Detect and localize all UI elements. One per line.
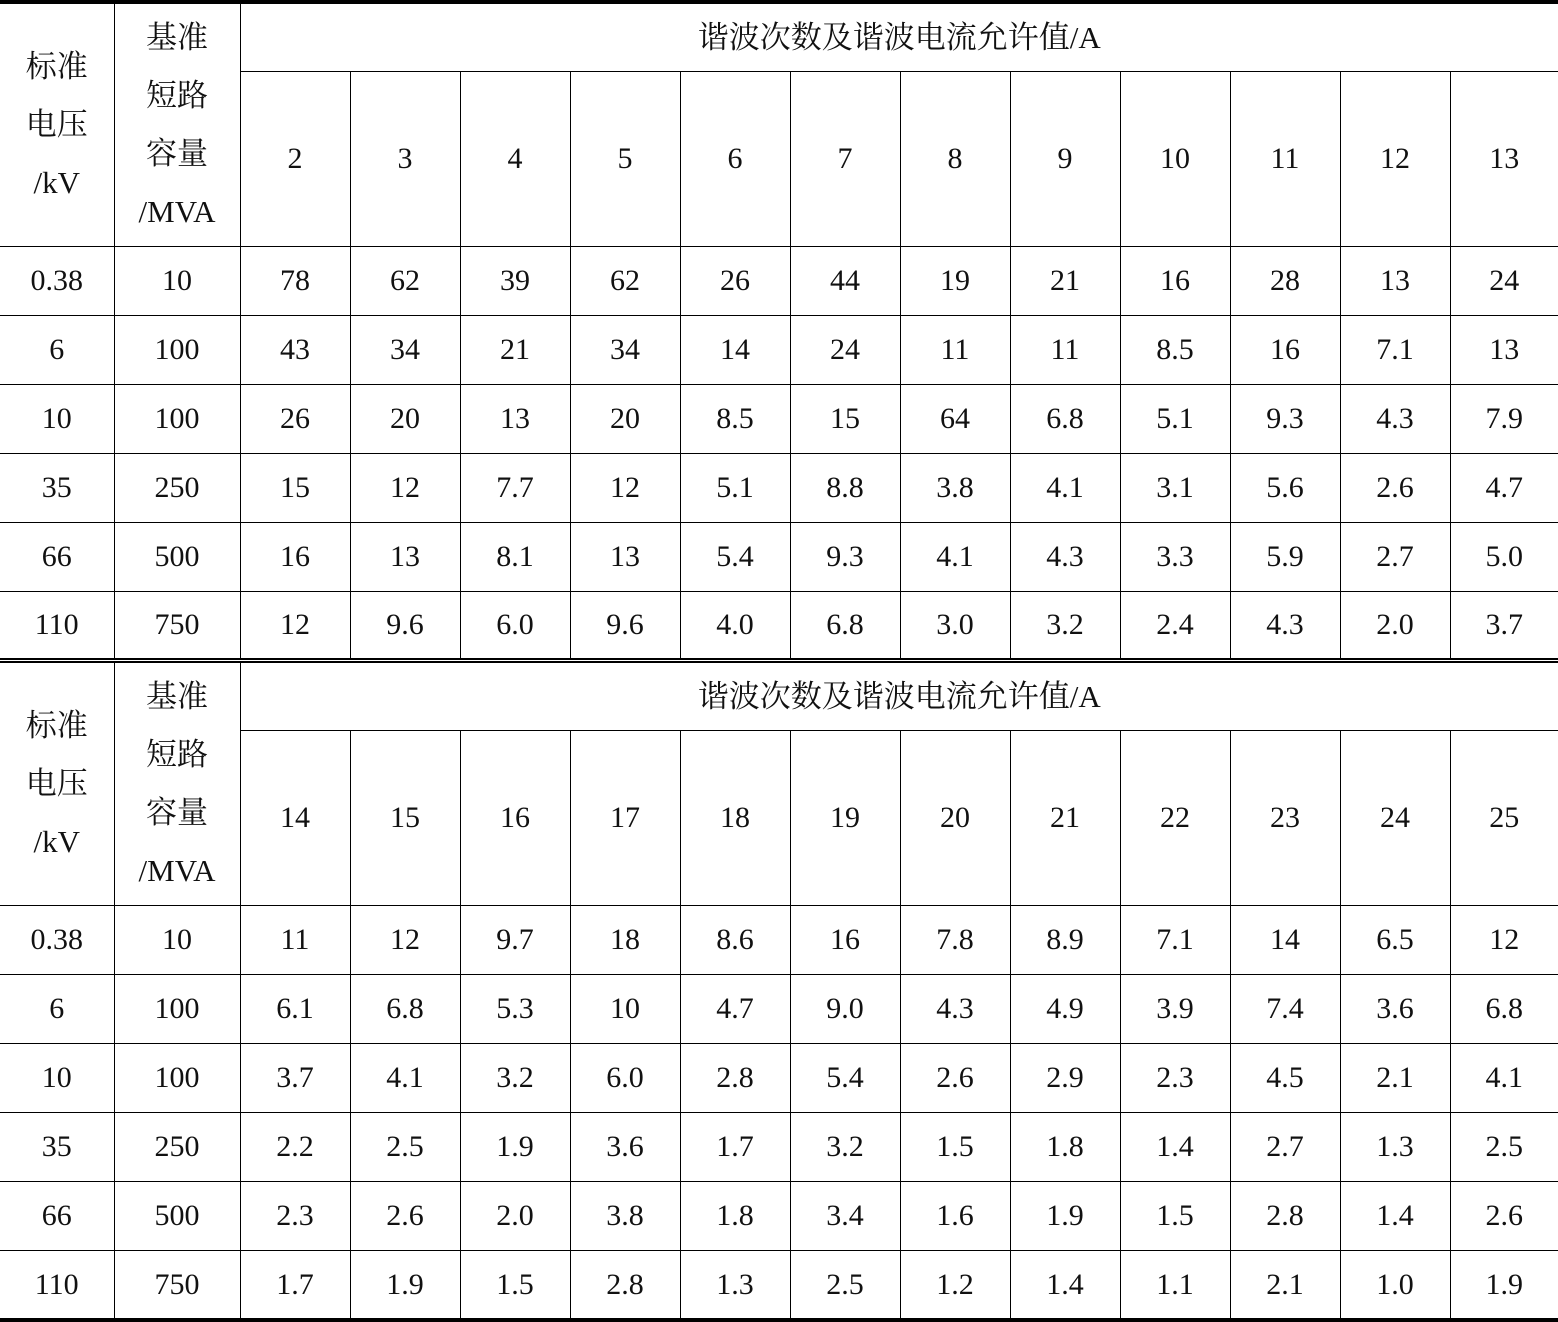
voltage-cell: 35 xyxy=(0,454,114,523)
current-limit-cell: 6.8 xyxy=(1010,385,1120,454)
harmonic-order-cell: 23 xyxy=(1230,730,1340,905)
current-limit-cell: 13 xyxy=(460,385,570,454)
current-limit-cell: 11 xyxy=(900,315,1010,384)
harmonic-order-cell: 12 xyxy=(1340,71,1450,246)
current-limit-cell: 9.3 xyxy=(1230,385,1340,454)
current-limit-cell: 12 xyxy=(570,454,680,523)
current-limit-cell: 1.4 xyxy=(1010,1251,1120,1320)
current-limit-cell: 5.4 xyxy=(790,1043,900,1112)
current-limit-cell: 18 xyxy=(570,905,680,974)
current-limit-cell: 16 xyxy=(1230,315,1340,384)
current-limit-cell: 7.9 xyxy=(1450,385,1558,454)
current-limit-cell: 15 xyxy=(240,454,350,523)
current-limit-cell: 4.9 xyxy=(1010,974,1120,1043)
current-limit-cell: 16 xyxy=(1120,246,1230,315)
current-limit-cell: 13 xyxy=(1340,246,1450,315)
current-limit-cell: 9.6 xyxy=(350,592,460,661)
table-row xyxy=(0,1113,1558,1182)
current-limit-cell: 1.9 xyxy=(1450,1251,1558,1320)
current-limit-cell: 1.6 xyxy=(900,1182,1010,1251)
table-row xyxy=(0,974,1558,1043)
current-limit-cell: 3.2 xyxy=(790,1113,900,1182)
current-limit-cell: 62 xyxy=(350,246,460,315)
current-limit-cell: 3.2 xyxy=(1010,592,1120,661)
current-limit-cell: 4.3 xyxy=(900,974,1010,1043)
voltage-cell: 6 xyxy=(0,315,114,384)
current-limit-cell: 4.7 xyxy=(1450,454,1558,523)
current-limit-cell: 2.6 xyxy=(350,1182,460,1251)
current-limit-cell: 3.9 xyxy=(1120,974,1230,1043)
current-limit-cell: 8.5 xyxy=(680,385,790,454)
current-limit-cell: 4.1 xyxy=(1450,1043,1558,1112)
current-limit-cell: 7.1 xyxy=(1120,905,1230,974)
harmonic-group-header: 谐波次数及谐波电流允许值/A xyxy=(240,2,1558,71)
current-limit-cell: 2.4 xyxy=(1120,592,1230,661)
harmonic-order-cell: 13 xyxy=(1450,71,1558,246)
capacity-cell: 500 xyxy=(114,523,240,592)
current-limit-cell: 14 xyxy=(1230,905,1340,974)
capacity-cell: 100 xyxy=(114,1043,240,1112)
current-limit-cell: 8.6 xyxy=(680,905,790,974)
current-limit-cell: 2.0 xyxy=(1340,592,1450,661)
current-limit-cell: 1.2 xyxy=(900,1251,1010,1320)
voltage-cell: 110 xyxy=(0,592,114,661)
current-limit-cell: 78 xyxy=(240,246,350,315)
current-limit-cell: 3.8 xyxy=(900,454,1010,523)
current-limit-cell: 1.5 xyxy=(460,1251,570,1320)
current-limit-cell: 6.1 xyxy=(240,974,350,1043)
current-limit-cell: 3.4 xyxy=(790,1182,900,1251)
harmonic-group-header: 谐波次数及谐波电流允许值/A xyxy=(240,661,1558,730)
current-limit-cell: 1.4 xyxy=(1120,1113,1230,1182)
current-limit-cell: 5.6 xyxy=(1230,454,1340,523)
current-limit-cell: 2.8 xyxy=(1230,1182,1340,1251)
current-limit-cell: 10 xyxy=(570,974,680,1043)
current-limit-cell: 20 xyxy=(570,385,680,454)
harmonic-order-cell: 20 xyxy=(900,730,1010,905)
current-limit-cell: 1.8 xyxy=(1010,1113,1120,1182)
capacity-cell: 750 xyxy=(114,1251,240,1320)
current-limit-cell: 3.2 xyxy=(460,1043,570,1112)
harmonic-order-cell: 16 xyxy=(460,730,570,905)
voltage-cell: 10 xyxy=(0,385,114,454)
capacity-cell: 100 xyxy=(114,315,240,384)
current-limit-cell: 7.1 xyxy=(1340,315,1450,384)
current-limit-cell: 2.8 xyxy=(680,1043,790,1112)
capacity-cell: 500 xyxy=(114,1182,240,1251)
current-limit-cell: 6.0 xyxy=(570,1043,680,1112)
current-limit-cell: 6.8 xyxy=(790,592,900,661)
current-limit-cell: 9.0 xyxy=(790,974,900,1043)
table-row xyxy=(0,592,1558,661)
table-row xyxy=(0,454,1558,523)
current-limit-cell: 20 xyxy=(350,385,460,454)
current-limit-cell: 8.9 xyxy=(1010,905,1120,974)
current-limit-cell: 2.3 xyxy=(1120,1043,1230,1112)
current-limit-cell: 26 xyxy=(680,246,790,315)
current-limit-cell: 1.5 xyxy=(1120,1182,1230,1251)
harmonic-order-cell: 7 xyxy=(790,71,900,246)
current-limit-cell: 19 xyxy=(900,246,1010,315)
current-limit-cell: 44 xyxy=(790,246,900,315)
current-limit-cell: 1.7 xyxy=(240,1251,350,1320)
current-limit-cell: 8.8 xyxy=(790,454,900,523)
harmonic-order-cell: 4 xyxy=(460,71,570,246)
harmonic-order-cell: 25 xyxy=(1450,730,1558,905)
current-limit-cell: 4.1 xyxy=(1010,454,1120,523)
voltage-cell: 10 xyxy=(0,1043,114,1112)
current-limit-cell: 21 xyxy=(1010,246,1120,315)
current-limit-cell: 3.6 xyxy=(1340,974,1450,1043)
current-limit-cell: 2.7 xyxy=(1340,523,1450,592)
table-row xyxy=(0,523,1558,592)
current-limit-cell: 2.6 xyxy=(900,1043,1010,1112)
current-limit-cell: 3.3 xyxy=(1120,523,1230,592)
current-limit-cell: 5.1 xyxy=(680,454,790,523)
current-limit-cell: 12 xyxy=(350,454,460,523)
harmonic-order-cell: 6 xyxy=(680,71,790,246)
current-limit-cell: 4.3 xyxy=(1010,523,1120,592)
current-limit-cell: 1.9 xyxy=(350,1251,460,1320)
current-limit-cell: 5.0 xyxy=(1450,523,1558,592)
current-limit-cell: 5.3 xyxy=(460,974,570,1043)
current-limit-cell: 9.7 xyxy=(460,905,570,974)
current-limit-cell: 3.8 xyxy=(570,1182,680,1251)
voltage-cell: 110 xyxy=(0,1251,114,1320)
current-limit-cell: 13 xyxy=(350,523,460,592)
harmonic-order-cell: 22 xyxy=(1120,730,1230,905)
harmonic-order-cell: 14 xyxy=(240,730,350,905)
harmonic-order-cell: 24 xyxy=(1340,730,1450,905)
table-row xyxy=(0,315,1558,384)
harmonic-order-cell: 21 xyxy=(1010,730,1120,905)
voltage-cell: 6 xyxy=(0,974,114,1043)
current-limit-cell: 11 xyxy=(240,905,350,974)
current-limit-cell: 5.1 xyxy=(1120,385,1230,454)
current-limit-cell: 4.1 xyxy=(900,523,1010,592)
current-limit-cell: 21 xyxy=(460,315,570,384)
current-limit-cell: 2.8 xyxy=(570,1251,680,1320)
current-limit-cell: 2.1 xyxy=(1230,1251,1340,1320)
current-limit-cell: 16 xyxy=(790,905,900,974)
current-limit-cell: 6.8 xyxy=(1450,974,1558,1043)
current-limit-cell: 1.8 xyxy=(680,1182,790,1251)
harmonic-order-cell: 2 xyxy=(240,71,350,246)
current-limit-cell: 7.4 xyxy=(1230,974,1340,1043)
current-limit-cell: 4.3 xyxy=(1230,592,1340,661)
harmonic-order-cell: 11 xyxy=(1230,71,1340,246)
capacity-header-cell: 基准 短路 容量 /MVA xyxy=(114,2,240,246)
capacity-cell: 10 xyxy=(114,905,240,974)
harmonic-order-cell: 10 xyxy=(1120,71,1230,246)
current-limit-cell: 5.4 xyxy=(680,523,790,592)
current-limit-cell: 3.7 xyxy=(1450,592,1558,661)
harmonic-order-cell: 3 xyxy=(350,71,460,246)
current-limit-cell: 1.3 xyxy=(680,1251,790,1320)
current-limit-cell: 8.1 xyxy=(460,523,570,592)
voltage-header-cell: 标准 电压 /kV xyxy=(0,2,114,246)
current-limit-cell: 43 xyxy=(240,315,350,384)
table-row xyxy=(0,905,1558,974)
current-limit-cell: 2.5 xyxy=(790,1251,900,1320)
current-limit-cell: 39 xyxy=(460,246,570,315)
current-limit-cell: 1.7 xyxy=(680,1113,790,1182)
current-limit-cell: 5.9 xyxy=(1230,523,1340,592)
current-limit-cell: 4.1 xyxy=(350,1043,460,1112)
table-row xyxy=(0,1182,1558,1251)
current-limit-cell: 4.0 xyxy=(680,592,790,661)
current-limit-cell: 9.3 xyxy=(790,523,900,592)
current-limit-cell: 2.5 xyxy=(1450,1113,1558,1182)
current-limit-cell: 3.7 xyxy=(240,1043,350,1112)
current-limit-cell: 24 xyxy=(1450,246,1558,315)
current-limit-cell: 9.6 xyxy=(570,592,680,661)
current-limit-cell: 4.5 xyxy=(1230,1043,1340,1112)
capacity-cell: 250 xyxy=(114,454,240,523)
current-limit-cell: 3.6 xyxy=(570,1113,680,1182)
current-limit-cell: 4.3 xyxy=(1340,385,1450,454)
harmonic-order-cell: 17 xyxy=(570,730,680,905)
current-limit-cell: 1.9 xyxy=(1010,1182,1120,1251)
current-limit-cell: 12 xyxy=(350,905,460,974)
current-limit-cell: 2.7 xyxy=(1230,1113,1340,1182)
current-limit-cell: 15 xyxy=(790,385,900,454)
current-limit-cell: 1.5 xyxy=(900,1113,1010,1182)
current-limit-cell: 3.1 xyxy=(1120,454,1230,523)
current-limit-cell: 26 xyxy=(240,385,350,454)
current-limit-cell: 11 xyxy=(1010,315,1120,384)
harmonic-order-cell: 15 xyxy=(350,730,460,905)
current-limit-cell: 6.0 xyxy=(460,592,570,661)
harmonic-order-cell: 9 xyxy=(1010,71,1120,246)
current-limit-cell: 8.5 xyxy=(1120,315,1230,384)
current-limit-cell: 24 xyxy=(790,315,900,384)
table-row xyxy=(0,1251,1558,1320)
harmonic-order-cell: 19 xyxy=(790,730,900,905)
current-limit-cell: 12 xyxy=(1450,905,1558,974)
voltage-cell: 0.38 xyxy=(0,905,114,974)
current-limit-cell: 6.5 xyxy=(1340,905,1450,974)
current-limit-cell: 1.4 xyxy=(1340,1182,1450,1251)
current-limit-cell: 6.8 xyxy=(350,974,460,1043)
voltage-cell: 35 xyxy=(0,1113,114,1182)
current-limit-cell: 1.3 xyxy=(1340,1113,1450,1182)
table-row xyxy=(0,246,1558,315)
current-limit-cell: 3.0 xyxy=(900,592,1010,661)
current-limit-cell: 2.6 xyxy=(1450,1182,1558,1251)
voltage-cell: 0.38 xyxy=(0,246,114,315)
harmonic-order-cell: 18 xyxy=(680,730,790,905)
current-limit-cell: 2.0 xyxy=(460,1182,570,1251)
current-limit-cell: 13 xyxy=(1450,315,1558,384)
current-limit-cell: 34 xyxy=(570,315,680,384)
current-limit-cell: 2.5 xyxy=(350,1113,460,1182)
current-limit-cell: 7.8 xyxy=(900,905,1010,974)
header-row-group xyxy=(0,2,1558,71)
current-limit-cell: 2.1 xyxy=(1340,1043,1450,1112)
capacity-cell: 100 xyxy=(114,385,240,454)
harmonic-order-cell: 5 xyxy=(570,71,680,246)
header-row-group xyxy=(0,661,1558,730)
current-limit-cell: 34 xyxy=(350,315,460,384)
current-limit-cell: 28 xyxy=(1230,246,1340,315)
current-limit-cell: 16 xyxy=(240,523,350,592)
current-limit-cell: 12 xyxy=(240,592,350,661)
capacity-header-cell: 基准 短路 容量 /MVA xyxy=(114,661,240,905)
current-limit-cell: 64 xyxy=(900,385,1010,454)
current-limit-cell: 62 xyxy=(570,246,680,315)
current-limit-cell: 1.0 xyxy=(1340,1251,1450,1320)
current-limit-cell: 2.2 xyxy=(240,1113,350,1182)
current-limit-cell: 2.6 xyxy=(1340,454,1450,523)
voltage-header-cell: 标准 电压 /kV xyxy=(0,661,114,905)
table-row xyxy=(0,1043,1558,1112)
capacity-cell: 750 xyxy=(114,592,240,661)
current-limit-cell: 1.1 xyxy=(1120,1251,1230,1320)
current-limit-cell: 14 xyxy=(680,315,790,384)
current-limit-cell: 13 xyxy=(570,523,680,592)
voltage-cell: 66 xyxy=(0,523,114,592)
current-limit-cell: 1.9 xyxy=(460,1113,570,1182)
current-limit-cell: 2.9 xyxy=(1010,1043,1120,1112)
capacity-cell: 100 xyxy=(114,974,240,1043)
current-limit-cell: 7.7 xyxy=(460,454,570,523)
harmonic-order-cell: 8 xyxy=(900,71,1010,246)
capacity-cell: 10 xyxy=(114,246,240,315)
voltage-cell: 66 xyxy=(0,1182,114,1251)
table-row xyxy=(0,385,1558,454)
capacity-cell: 250 xyxy=(114,1113,240,1182)
current-limit-cell: 4.7 xyxy=(680,974,790,1043)
current-limit-cell: 2.3 xyxy=(240,1182,350,1251)
